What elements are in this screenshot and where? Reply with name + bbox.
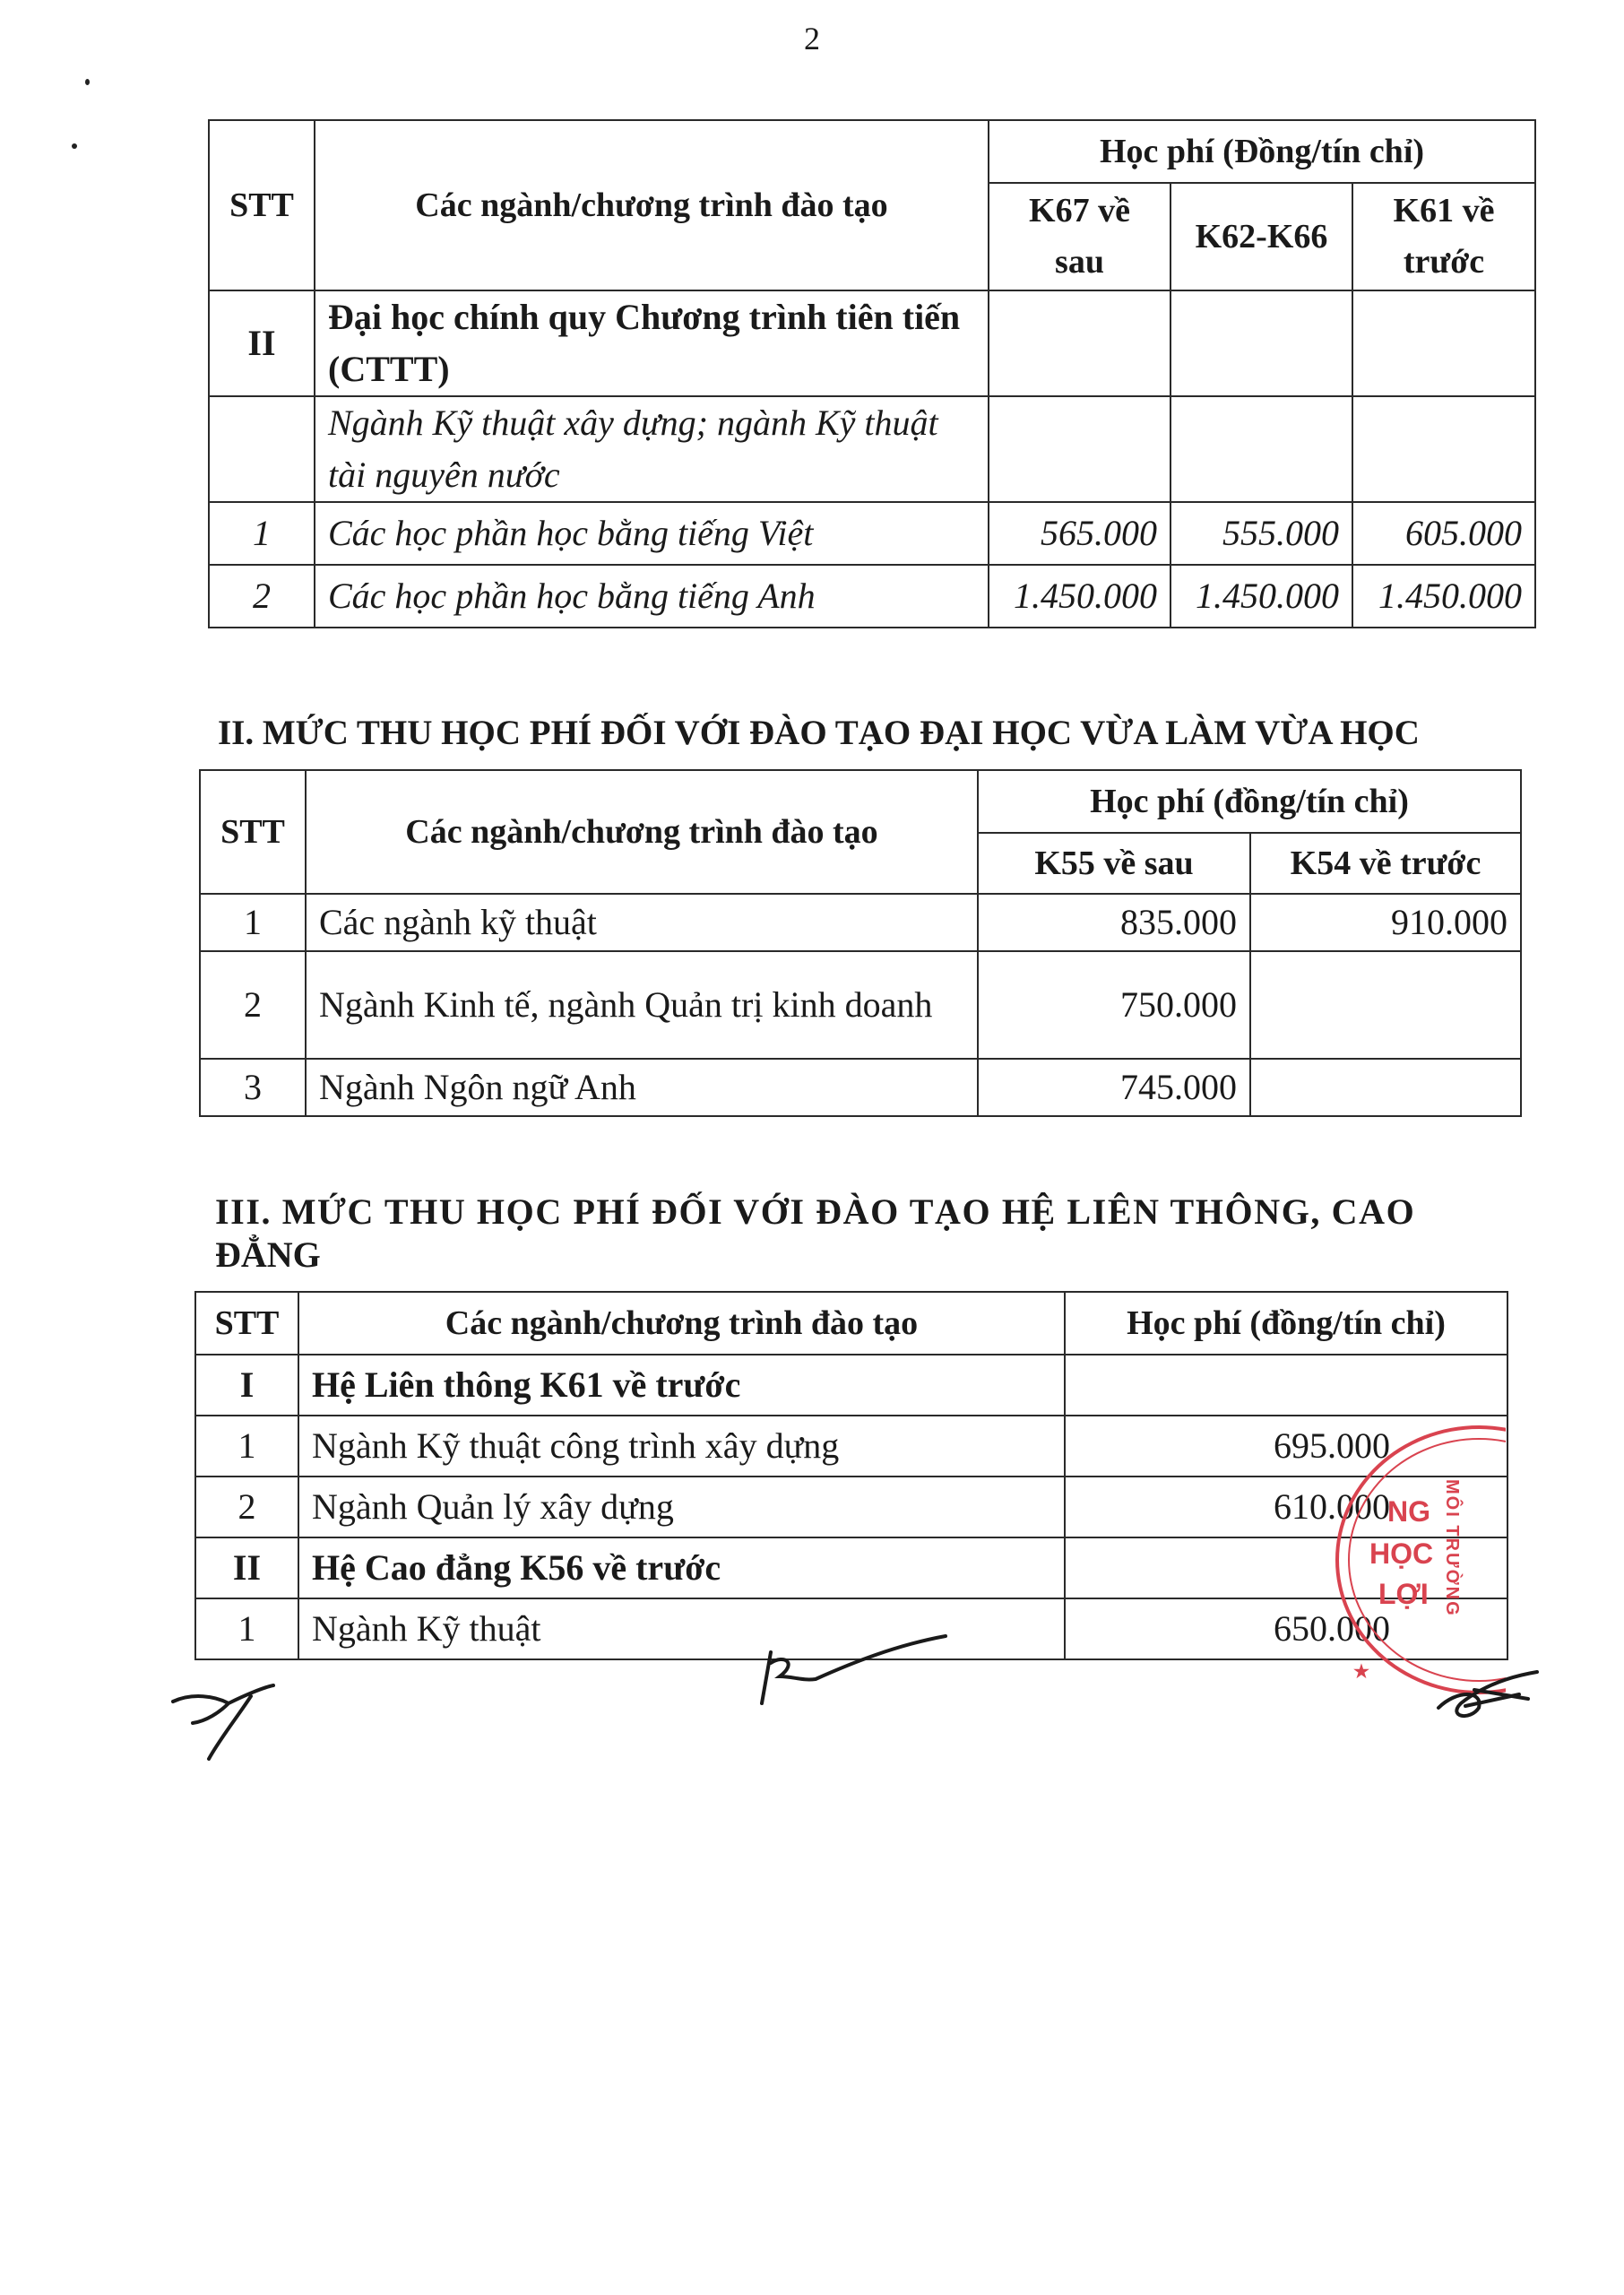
row-fee: 555.000	[1170, 502, 1352, 565]
row-fee: 745.000	[978, 1059, 1250, 1116]
row-program: Ngành Kinh tế, ngành Quản trị kinh doanh	[306, 951, 978, 1059]
row-program: Ngành Kỹ thuật công trình xây dựng	[298, 1416, 1065, 1477]
table-row	[200, 1059, 1521, 1116]
header-k55: K55 về sau	[978, 833, 1250, 894]
section-2-title: II. MỨC THU HỌC PHÍ ĐỐI VỚI ĐÀO TẠO ĐẠI HỌC VỪA LÀM VỪA HỌC	[218, 714, 1420, 752]
row-fee: 565.000	[989, 502, 1170, 565]
row-fee	[989, 290, 1170, 396]
table-row	[195, 1477, 1507, 1537]
tuition-table-part-time	[199, 769, 1522, 1117]
scan-speck	[72, 143, 77, 149]
official-seal	[1335, 1425, 1506, 1694]
handwritten-initials-left	[166, 1676, 291, 1766]
row-stt: 1	[195, 1416, 298, 1477]
header-k67: K67 về sau	[989, 183, 1170, 290]
header-fee-group: Học phí (Đồng/tín chỉ)	[989, 120, 1535, 183]
header-k54: K54 về trước	[1250, 833, 1521, 894]
section-3-title-line1: III. MỨC THU HỌC PHÍ ĐỐI VỚI ĐÀO TẠO HỆ LIÊN THÔNG, CAO	[215, 1191, 1416, 1232]
seal-text: NG	[1387, 1495, 1430, 1528]
handwritten-initials-right	[1430, 1663, 1546, 1726]
header-fee-group: Học phí (đồng/tín chỉ)	[978, 770, 1521, 833]
table-row	[209, 565, 1535, 628]
table-row	[195, 1416, 1507, 1477]
row-fee: 650.000	[1065, 1598, 1507, 1659]
row-fee: 910.000	[1250, 894, 1521, 951]
table-row	[209, 290, 1535, 396]
header-stt: STT	[200, 770, 306, 894]
header-k62-k66: K62-K66	[1170, 183, 1352, 290]
row-program: Ngành Kỹ thuật	[298, 1598, 1065, 1659]
tuition-table-advanced-program	[208, 119, 1536, 628]
seal-text: HỌC	[1369, 1537, 1434, 1570]
row-program: Các học phần học bằng tiếng Việt	[315, 502, 989, 565]
row-stt: 3	[200, 1059, 306, 1116]
row-fee: 1.450.000	[1352, 565, 1535, 628]
page-number: 2	[804, 21, 820, 56]
row-stt: 2	[209, 565, 315, 628]
table-row	[209, 502, 1535, 565]
row-program: Ngành Kỹ thuật xây dựng; ngành Kỹ thuật tài nguyên nước	[315, 396, 989, 502]
row-fee	[1352, 396, 1535, 502]
row-fee: 1.450.000	[1170, 565, 1352, 628]
row-stt: 1	[209, 502, 315, 565]
table-row	[209, 396, 1535, 502]
row-stt: I	[195, 1355, 298, 1416]
row-program: Ngành Ngôn ngữ Anh	[306, 1059, 978, 1116]
row-fee: 605.000	[1352, 502, 1535, 565]
row-fee	[1065, 1355, 1507, 1416]
header-program: Các ngành/chương trình đào tạo	[306, 770, 978, 894]
row-fee	[989, 396, 1170, 502]
header-program: Các ngành/chương trình đào tạo	[315, 120, 989, 290]
scan-speck	[85, 79, 90, 85]
row-stt: 1	[195, 1598, 298, 1659]
table-row	[200, 951, 1521, 1059]
handwritten-initials-center	[744, 1627, 950, 1708]
header-fee: Học phí (đồng/tín chỉ)	[1065, 1292, 1507, 1355]
seal-star-icon: ★	[1353, 1662, 1369, 1682]
row-stt: 2	[200, 951, 306, 1059]
row-fee: 695.000	[1065, 1416, 1507, 1477]
row-fee: 750.000	[978, 951, 1250, 1059]
row-program: Các ngành kỹ thuật	[306, 894, 978, 951]
table-row	[195, 1355, 1507, 1416]
row-fee: 835.000	[978, 894, 1250, 951]
row-stt: 2	[195, 1477, 298, 1537]
row-stt: 1	[200, 894, 306, 951]
table-row	[200, 894, 1521, 951]
row-program: Ngành Quản lý xây dựng	[298, 1477, 1065, 1537]
row-fee	[1352, 290, 1535, 396]
row-program: Đại học chính quy Chương trình tiên tiến (CTTT)	[315, 290, 989, 396]
row-fee	[1250, 951, 1521, 1059]
header-stt: STT	[195, 1292, 298, 1355]
section-3-title-line2: ĐẲNG	[215, 1234, 321, 1275]
row-fee	[1170, 290, 1352, 396]
seal-text: LỢI	[1378, 1578, 1429, 1610]
row-stt	[209, 396, 315, 502]
row-fee: 610.000	[1065, 1477, 1507, 1537]
row-program: Các học phần học bằng tiếng Anh	[315, 565, 989, 628]
row-stt: II	[195, 1537, 298, 1598]
seal-arc-text: MÔI TRƯỜNG	[1442, 1479, 1462, 1617]
row-stt: II	[209, 290, 315, 396]
tuition-table-bridge-college	[194, 1291, 1508, 1660]
row-fee	[1170, 396, 1352, 502]
row-program: Hệ Cao đẳng K56 về trước	[298, 1537, 1065, 1598]
header-program: Các ngành/chương trình đào tạo	[298, 1292, 1065, 1355]
header-k61: K61 về trước	[1352, 183, 1535, 290]
header-stt: STT	[209, 120, 315, 290]
section-3-title	[215, 1191, 1415, 1277]
table-row	[195, 1537, 1507, 1598]
row-fee	[1250, 1059, 1521, 1116]
row-program: Hệ Liên thông K61 về trước	[298, 1355, 1065, 1416]
row-fee: 1.450.000	[989, 565, 1170, 628]
